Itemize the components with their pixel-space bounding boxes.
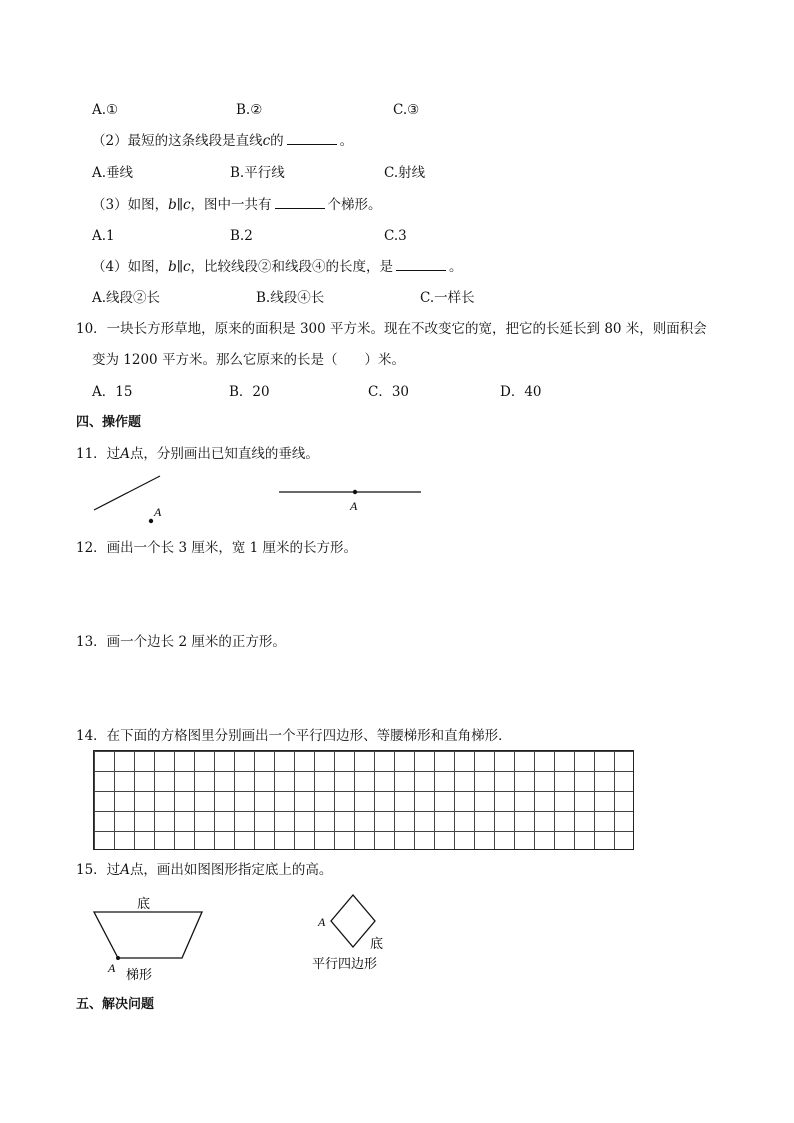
q11-figure [88,472,428,530]
answer-blank[interactable] [287,132,337,145]
q11-slanted-line [94,476,160,510]
q10-option-a: A．15 [92,384,133,400]
q9-p2-option-c: C.射线 [384,165,426,181]
q10-option-d: D．40 [500,384,542,400]
q11-point-a-right [353,490,357,494]
q9-p1-option-b: B.② [236,102,263,118]
q9-p2-stem-text: （2）最短的这条线段是直线 [92,133,263,149]
q15-var: A [120,862,130,878]
q9-p2-stem [92,132,353,150]
q9-p2-option-b: B.平行线 [230,165,285,181]
q9-p3-end: 个梯形。 [327,197,382,213]
trapezoid-name: 梯形 [126,968,153,983]
q9-p3-option-c: C.3 [384,228,407,244]
parallelogram-name: 平行四边形 [312,957,378,972]
q9-p4-end: 。 [449,259,463,275]
q15-stem-text: 15．过 [76,862,121,878]
q10-stem-line1: 10．一块长方形草地，原来的面积是 300 平方米。现在不改变它的宽，把它的长延长到 80 米，则面积会 [76,321,707,337]
q9-p2-stem-text-b: 的 [270,133,284,149]
q10-stem-line2: 变为 1200 平方米。那么它原来的长是（ ）米。 [92,352,405,368]
q15-figure [88,888,408,988]
q9-p3-option-a: A.1 [92,228,115,244]
q12-stem: 12．画出一个长 3 厘米，宽 1 厘米的长方形。 [76,540,358,556]
q11-stem-text: 11．过 [76,446,121,462]
q9-p3-var: b∥c [168,197,191,213]
q9-p4-stem-text-b: ，比较线段②和线段④的长度，是 [190,259,394,275]
q9-p4-stem-text: （4）如图， [92,259,169,275]
q11-stem [76,445,319,463]
trapezoid-shape [94,912,202,958]
q14-stem: 14．在下面的方格图里分别画出一个平行四边形、等腰梯形和直角梯形． [76,728,512,744]
parallelogram-point-label: A [318,915,326,929]
q9-p2-option-a: A.垂线 [92,165,134,181]
trapezoid-point-label: A [108,961,116,975]
q9-p2-end: 。 [339,133,354,149]
parallelogram-base-label: 底 [370,937,384,952]
q11-var: A [120,446,130,462]
answer-blank[interactable] [396,258,446,271]
q10-option-c: C．30 [368,384,410,400]
q11-point-a-left [149,519,153,523]
q9-p4-var: b∥c [168,259,191,275]
section-heading-problem-solving: 五、解决问题 [76,997,155,1012]
section-heading-operations: 四、操作题 [76,415,142,430]
q9-p3-stem-text: （3）如图， [92,197,169,213]
trapezoid-point-a [116,956,120,960]
q9-p4-stem [92,258,463,276]
q9-p4-option-a: A.线段②长 [92,290,161,306]
q15-stem [76,861,332,879]
q13-stem: 13．画一个边长 2 厘米的正方形。 [76,634,286,650]
answer-blank[interactable] [275,196,325,209]
q15-stem-text-b: 点，画出如图图形指定底上的高。 [129,862,333,878]
q9-p1-option-c: C.③ [393,102,420,118]
q11-stem-text-b: 点，分别画出已知直线的垂线。 [129,446,319,462]
q9-p4-option-c: C.一样长 [420,290,475,306]
q9-p1-option-a: A.① [92,102,119,118]
parallelogram-shape [331,895,375,947]
q11-label-a-left: A [154,505,162,519]
square-grid[interactable] [93,750,634,850]
q9-p4-option-b: B.线段④长 [256,290,325,306]
q9-p3-option-b: B.2 [230,228,253,244]
q11-label-a-right: A [350,499,358,513]
q10-option-b: B．20 [229,384,270,400]
q9-p2-var: c [262,133,271,149]
trapezoid-base-label: 底 [137,897,151,912]
q9-p3-stem-text-b: ，图中一共有 [190,197,272,213]
q9-p3-stem [92,196,382,214]
